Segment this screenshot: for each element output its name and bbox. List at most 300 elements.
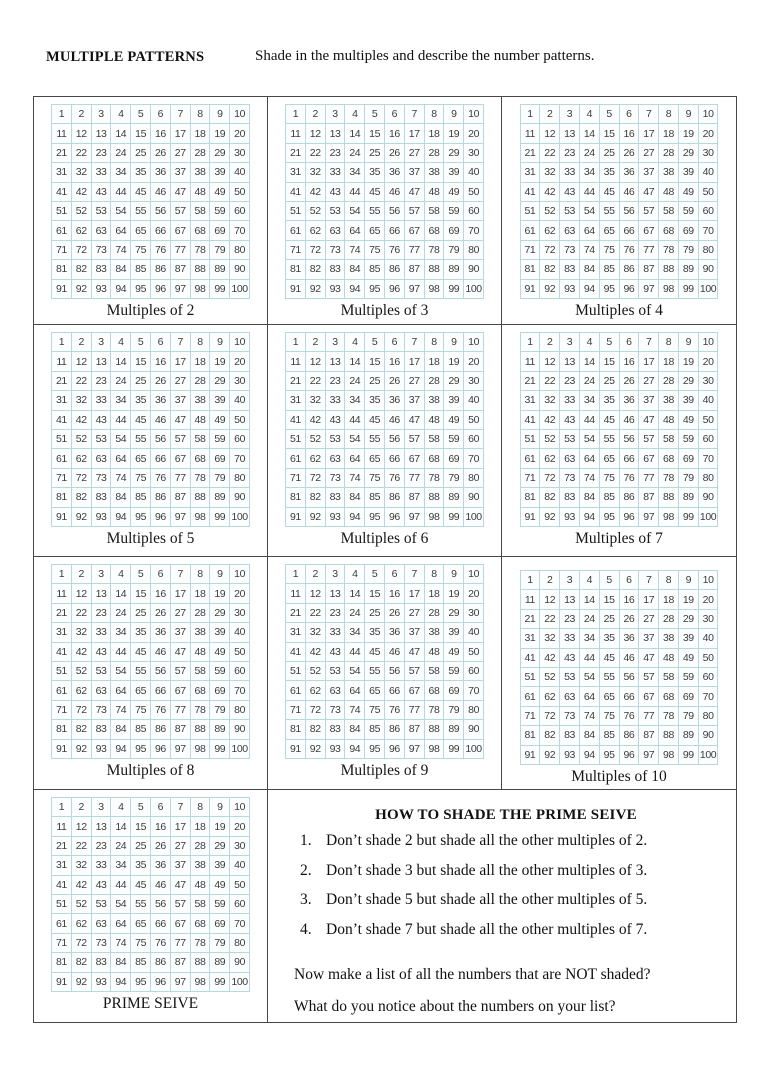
grid-cell: 59 bbox=[444, 202, 464, 221]
grid-cell: 7 bbox=[171, 565, 191, 584]
grid-cell: 6 bbox=[620, 333, 640, 352]
grid-cell: 99 bbox=[210, 740, 230, 759]
grid-cell: 97 bbox=[639, 746, 659, 765]
grid-cell: 44 bbox=[345, 643, 365, 662]
grid-cell: 33 bbox=[92, 163, 112, 182]
grid-cell: 10 bbox=[464, 565, 484, 584]
panel-label: Multiples of 9 bbox=[340, 761, 429, 779]
grid-cell: 36 bbox=[385, 623, 405, 642]
grid-cell: 93 bbox=[560, 746, 580, 765]
grid-cell: 3 bbox=[92, 565, 112, 584]
grid-cell: 17 bbox=[639, 590, 659, 609]
grid-cell: 57 bbox=[171, 662, 191, 681]
hundred-grid bbox=[285, 104, 484, 299]
grid-cell: 35 bbox=[600, 391, 620, 410]
grid-cell: 70 bbox=[464, 681, 484, 700]
grid-cell: 56 bbox=[620, 202, 640, 221]
grid-cell: 38 bbox=[191, 623, 211, 642]
grid-cell: 45 bbox=[365, 643, 385, 662]
grid-cell: 59 bbox=[679, 430, 699, 449]
grid-cell: 87 bbox=[171, 720, 191, 739]
grid-cell: 76 bbox=[620, 469, 640, 488]
grid-cell: 70 bbox=[699, 221, 719, 240]
page-title: MULTIPLE PATTERNS bbox=[46, 49, 205, 65]
panels-table bbox=[33, 96, 737, 1023]
grid-cell: 91 bbox=[521, 280, 541, 299]
grid-cell: 40 bbox=[230, 856, 250, 875]
grid-cell: 38 bbox=[425, 623, 445, 642]
grid-cell: 12 bbox=[72, 124, 92, 143]
grid-cell: 50 bbox=[699, 411, 719, 430]
grid-cell: 66 bbox=[620, 687, 640, 706]
grid-cell: 23 bbox=[326, 144, 346, 163]
grid-cell: 77 bbox=[405, 469, 425, 488]
grid-cell: 79 bbox=[679, 241, 699, 260]
grid-cell: 31 bbox=[521, 629, 541, 648]
grid-cell: 5 bbox=[600, 333, 620, 352]
grid-cell: 13 bbox=[326, 124, 346, 143]
grid-cell: 32 bbox=[72, 391, 92, 410]
grid-cell: 53 bbox=[92, 662, 112, 681]
grid-cell: 33 bbox=[92, 391, 112, 410]
grid-cell: 22 bbox=[72, 372, 92, 391]
grid-cell: 67 bbox=[639, 449, 659, 468]
grid-cell: 4 bbox=[111, 105, 131, 124]
grid-cell: 73 bbox=[560, 469, 580, 488]
grid-cell: 20 bbox=[699, 124, 719, 143]
grid-cell: 2 bbox=[540, 105, 560, 124]
grid-cell: 88 bbox=[659, 488, 679, 507]
step-text: Don’t shade 3 but shade all the other multiples of 3. bbox=[326, 861, 648, 879]
grid-cell: 11 bbox=[286, 124, 306, 143]
grid-cell: 36 bbox=[151, 623, 171, 642]
grid-cell: 50 bbox=[230, 411, 250, 430]
instruction-step bbox=[300, 832, 712, 850]
grid-cell: 32 bbox=[306, 163, 326, 182]
grid-cell: 25 bbox=[365, 372, 385, 391]
grid-cell: 43 bbox=[560, 411, 580, 430]
grid-cell: 79 bbox=[444, 469, 464, 488]
grid-cell: 30 bbox=[699, 372, 719, 391]
grid-cell: 16 bbox=[385, 124, 405, 143]
grid-cell: 81 bbox=[52, 953, 72, 972]
grid-cell: 3 bbox=[92, 798, 112, 817]
panel-label: Multiples of 8 bbox=[106, 761, 195, 779]
grid-cell: 12 bbox=[306, 124, 326, 143]
grid-cell: 9 bbox=[679, 105, 699, 124]
grid-cell: 49 bbox=[679, 411, 699, 430]
grid-cell: 17 bbox=[171, 817, 191, 836]
grid-cell: 90 bbox=[699, 488, 719, 507]
grid-cell: 83 bbox=[326, 260, 346, 279]
grid-cell: 77 bbox=[639, 469, 659, 488]
grid-cell: 17 bbox=[171, 124, 191, 143]
instruction-step bbox=[300, 891, 712, 909]
grid-cell: 21 bbox=[52, 372, 72, 391]
grid-cell: 52 bbox=[306, 430, 326, 449]
grid-cell: 62 bbox=[306, 221, 326, 240]
grid-cell: 95 bbox=[131, 280, 151, 299]
grid-cell: 41 bbox=[52, 411, 72, 430]
grid-cell: 80 bbox=[230, 469, 250, 488]
grid-cell: 15 bbox=[131, 352, 151, 371]
grid-cell: 13 bbox=[326, 352, 346, 371]
grid-cell: 90 bbox=[230, 953, 250, 972]
grid-cell: 74 bbox=[111, 241, 131, 260]
grid-cell: 14 bbox=[111, 124, 131, 143]
grid-cell: 9 bbox=[210, 333, 230, 352]
grid-cell: 59 bbox=[679, 202, 699, 221]
grid-cell: 18 bbox=[659, 590, 679, 609]
grid-cell: 100 bbox=[699, 280, 719, 299]
grid-cell: 23 bbox=[560, 372, 580, 391]
grid-cell: 87 bbox=[405, 488, 425, 507]
grid-cell: 61 bbox=[521, 449, 541, 468]
grid-cell: 41 bbox=[521, 183, 541, 202]
grid-cell: 72 bbox=[306, 469, 326, 488]
grid-cell: 20 bbox=[464, 124, 484, 143]
grid-cell: 89 bbox=[210, 953, 230, 972]
grid-cell: 58 bbox=[425, 430, 445, 449]
grid-cell: 81 bbox=[52, 260, 72, 279]
grid-cell: 1 bbox=[521, 105, 541, 124]
grid-cell: 80 bbox=[699, 241, 719, 260]
grid-cell: 100 bbox=[464, 740, 484, 759]
grid-cell: 85 bbox=[131, 720, 151, 739]
grid-cell: 51 bbox=[286, 430, 306, 449]
grid-cell: 14 bbox=[111, 584, 131, 603]
grid-cell: 29 bbox=[210, 144, 230, 163]
grid-cell: 27 bbox=[639, 144, 659, 163]
grid-cell: 19 bbox=[210, 352, 230, 371]
grid-cell: 25 bbox=[131, 837, 151, 856]
grid-cell: 31 bbox=[521, 163, 541, 182]
grid-cell: 44 bbox=[111, 183, 131, 202]
grid-cell: 85 bbox=[131, 488, 151, 507]
grid-cell: 47 bbox=[405, 183, 425, 202]
grid-cell: 35 bbox=[600, 629, 620, 648]
grid-cell: 92 bbox=[540, 280, 560, 299]
grid-cell: 68 bbox=[191, 914, 211, 933]
grid-cell: 1 bbox=[286, 565, 306, 584]
grid-cell: 22 bbox=[306, 144, 326, 163]
grid-cell: 97 bbox=[405, 280, 425, 299]
grid-cell: 20 bbox=[230, 352, 250, 371]
grid-cell: 76 bbox=[151, 469, 171, 488]
grid-cell: 84 bbox=[345, 260, 365, 279]
grid-cell: 84 bbox=[111, 488, 131, 507]
grid-cell: 56 bbox=[620, 430, 640, 449]
grid-cell: 9 bbox=[210, 565, 230, 584]
grid-cell: 87 bbox=[171, 953, 191, 972]
grid-cell: 75 bbox=[365, 241, 385, 260]
grid-cell: 28 bbox=[659, 144, 679, 163]
grid-cell: 43 bbox=[560, 183, 580, 202]
grid-cell: 1 bbox=[52, 105, 72, 124]
grid-cell: 58 bbox=[191, 430, 211, 449]
grid-cell: 71 bbox=[286, 241, 306, 260]
grid-cell: 96 bbox=[385, 740, 405, 759]
grid-cell: 72 bbox=[72, 469, 92, 488]
grid-cell: 57 bbox=[405, 202, 425, 221]
grid-cell: 83 bbox=[92, 260, 112, 279]
grid-cell: 10 bbox=[230, 565, 250, 584]
grid-cell: 46 bbox=[151, 643, 171, 662]
grid-cell: 48 bbox=[191, 876, 211, 895]
grid-cell: 70 bbox=[230, 449, 250, 468]
grid-cell: 38 bbox=[659, 391, 679, 410]
grid-cell: 80 bbox=[230, 934, 250, 953]
grid-cell: 65 bbox=[600, 221, 620, 240]
grid-cell: 12 bbox=[540, 590, 560, 609]
grid-cell: 37 bbox=[639, 163, 659, 182]
grid-cell: 1 bbox=[52, 565, 72, 584]
grid-cell: 88 bbox=[191, 953, 211, 972]
grid-cell: 15 bbox=[131, 124, 151, 143]
grid-cell: 4 bbox=[580, 333, 600, 352]
grid-cell: 44 bbox=[345, 183, 365, 202]
grid-cell: 92 bbox=[72, 508, 92, 527]
grid-cell: 4 bbox=[345, 105, 365, 124]
grid-cell: 92 bbox=[72, 280, 92, 299]
grid-cell: 68 bbox=[425, 449, 445, 468]
grid-cell: 58 bbox=[659, 202, 679, 221]
grid-cell: 37 bbox=[171, 391, 191, 410]
grid-cell: 33 bbox=[92, 623, 112, 642]
grid-cell: 29 bbox=[210, 372, 230, 391]
grid-cell: 65 bbox=[365, 449, 385, 468]
grid-cell: 40 bbox=[230, 391, 250, 410]
grid-cell: 15 bbox=[131, 817, 151, 836]
grid-cell: 56 bbox=[385, 430, 405, 449]
grid-cell: 12 bbox=[540, 352, 560, 371]
grid-cell: 48 bbox=[659, 411, 679, 430]
grid-cell: 67 bbox=[639, 687, 659, 706]
grid-cell: 100 bbox=[230, 740, 250, 759]
grid-cell: 55 bbox=[600, 202, 620, 221]
grid-cell: 81 bbox=[52, 488, 72, 507]
panel-label: Multiples of 10 bbox=[571, 767, 667, 785]
grid-cell: 46 bbox=[151, 876, 171, 895]
grid-cell: 18 bbox=[191, 817, 211, 836]
grid-cell: 8 bbox=[191, 105, 211, 124]
grid-cell: 40 bbox=[699, 629, 719, 648]
grid-cell: 74 bbox=[580, 707, 600, 726]
grid-cell: 81 bbox=[52, 720, 72, 739]
grid-cell: 100 bbox=[230, 280, 250, 299]
grid-cell: 27 bbox=[405, 144, 425, 163]
grid-cell: 39 bbox=[444, 623, 464, 642]
grid-cell: 9 bbox=[444, 333, 464, 352]
grid-cell: 32 bbox=[306, 391, 326, 410]
grid-cell: 72 bbox=[72, 701, 92, 720]
grid-cell: 82 bbox=[540, 488, 560, 507]
grid-cell: 27 bbox=[171, 372, 191, 391]
step-number: 3. bbox=[300, 891, 312, 908]
grid-cell: 65 bbox=[600, 449, 620, 468]
grid-cell: 60 bbox=[699, 430, 719, 449]
grid-cell: 64 bbox=[111, 449, 131, 468]
grid-cell: 35 bbox=[131, 391, 151, 410]
grid-cell: 83 bbox=[560, 488, 580, 507]
grid-cell: 23 bbox=[92, 372, 112, 391]
grid-cell: 54 bbox=[580, 430, 600, 449]
grid-cell: 34 bbox=[111, 623, 131, 642]
grid-cell: 47 bbox=[171, 876, 191, 895]
grid-cell: 50 bbox=[230, 183, 250, 202]
grid-cell: 35 bbox=[131, 163, 151, 182]
grid-cell: 30 bbox=[230, 144, 250, 163]
grid-cell: 86 bbox=[620, 260, 640, 279]
grid-cell: 18 bbox=[191, 124, 211, 143]
grid-cell: 79 bbox=[210, 241, 230, 260]
panel-label: Multiples of 5 bbox=[106, 529, 195, 547]
grid-cell: 56 bbox=[151, 430, 171, 449]
grid-cell: 64 bbox=[580, 449, 600, 468]
grid-cell: 15 bbox=[131, 584, 151, 603]
grid-cell: 72 bbox=[72, 241, 92, 260]
grid-cell: 60 bbox=[230, 430, 250, 449]
grid-cell: 52 bbox=[306, 662, 326, 681]
grid-cell: 66 bbox=[620, 449, 640, 468]
grid-cell: 84 bbox=[111, 953, 131, 972]
worksheet-header bbox=[46, 48, 736, 66]
grid-cell: 37 bbox=[171, 856, 191, 875]
grid-cell: 24 bbox=[580, 610, 600, 629]
grid-cell: 41 bbox=[521, 411, 541, 430]
grid-cell: 11 bbox=[52, 352, 72, 371]
grid-cell: 88 bbox=[191, 720, 211, 739]
grid-cell: 95 bbox=[131, 973, 151, 992]
grid-cell: 29 bbox=[679, 610, 699, 629]
grid-cell: 39 bbox=[679, 391, 699, 410]
grid-cell: 11 bbox=[52, 817, 72, 836]
grid-cell: 45 bbox=[365, 411, 385, 430]
grid-cell: 40 bbox=[464, 391, 484, 410]
grid-cell: 98 bbox=[425, 508, 445, 527]
grid-cell: 24 bbox=[111, 837, 131, 856]
grid-cell: 52 bbox=[72, 430, 92, 449]
grid-cell: 62 bbox=[72, 681, 92, 700]
grid-cell: 79 bbox=[444, 701, 464, 720]
grid-cell: 7 bbox=[405, 333, 425, 352]
grid-cell: 43 bbox=[92, 183, 112, 202]
grid-cell: 81 bbox=[521, 260, 541, 279]
grid-cell: 67 bbox=[171, 221, 191, 240]
grid-cell: 50 bbox=[230, 643, 250, 662]
grid-cell: 23 bbox=[560, 144, 580, 163]
grid-cell: 56 bbox=[385, 662, 405, 681]
grid-cell: 14 bbox=[580, 352, 600, 371]
grid-cell: 67 bbox=[405, 221, 425, 240]
grid-cell: 96 bbox=[151, 508, 171, 527]
grid-cell: 15 bbox=[365, 124, 385, 143]
grid-cell: 96 bbox=[385, 508, 405, 527]
grid-cell: 45 bbox=[131, 876, 151, 895]
grid-cell: 98 bbox=[191, 973, 211, 992]
grid-cell: 12 bbox=[72, 352, 92, 371]
grid-cell: 35 bbox=[131, 856, 151, 875]
grid-cell: 22 bbox=[540, 144, 560, 163]
grid-cell: 32 bbox=[72, 856, 92, 875]
grid-cell: 94 bbox=[111, 973, 131, 992]
grid-cell: 75 bbox=[365, 469, 385, 488]
grid-cell: 25 bbox=[131, 144, 151, 163]
grid-cell: 20 bbox=[230, 584, 250, 603]
grid-cell: 16 bbox=[620, 352, 640, 371]
grid-cell: 7 bbox=[639, 571, 659, 590]
grid-cell: 26 bbox=[385, 144, 405, 163]
grid-cell: 53 bbox=[92, 430, 112, 449]
panel-label: Multiples of 4 bbox=[575, 301, 663, 319]
grid-cell: 87 bbox=[639, 488, 659, 507]
grid-cell: 46 bbox=[385, 183, 405, 202]
grid-cell: 23 bbox=[92, 604, 112, 623]
grid-cell: 62 bbox=[306, 449, 326, 468]
grid-cell: 50 bbox=[464, 643, 484, 662]
grid-cell: 56 bbox=[151, 202, 171, 221]
grid-cell: 12 bbox=[72, 817, 92, 836]
panel-prime-seive bbox=[34, 790, 268, 1022]
grid-cell: 87 bbox=[405, 720, 425, 739]
grid-cell: 2 bbox=[540, 333, 560, 352]
grid-cell: 33 bbox=[92, 856, 112, 875]
grid-cell: 57 bbox=[171, 202, 191, 221]
grid-cell: 66 bbox=[620, 221, 640, 240]
grid-cell: 52 bbox=[72, 895, 92, 914]
panel-label: Multiples of 3 bbox=[340, 301, 429, 319]
grid-cell: 39 bbox=[444, 163, 464, 182]
grid-cell: 76 bbox=[385, 469, 405, 488]
grid-cell: 1 bbox=[52, 333, 72, 352]
grid-cell: 13 bbox=[92, 352, 112, 371]
grid-cell: 63 bbox=[92, 221, 112, 240]
grid-cell: 88 bbox=[659, 260, 679, 279]
grid-cell: 95 bbox=[131, 508, 151, 527]
grid-cell: 41 bbox=[286, 411, 306, 430]
panel-multiples-9 bbox=[268, 557, 502, 790]
hundred-grid bbox=[520, 570, 719, 765]
grid-cell: 94 bbox=[345, 740, 365, 759]
grid-cell: 11 bbox=[52, 124, 72, 143]
grid-cell: 48 bbox=[191, 643, 211, 662]
grid-cell: 86 bbox=[151, 720, 171, 739]
grid-cell: 55 bbox=[131, 430, 151, 449]
grid-cell: 73 bbox=[92, 934, 112, 953]
grid-cell: 75 bbox=[131, 241, 151, 260]
grid-cell: 78 bbox=[659, 241, 679, 260]
grid-cell: 19 bbox=[210, 817, 230, 836]
grid-cell: 40 bbox=[699, 163, 719, 182]
grid-cell: 4 bbox=[345, 333, 365, 352]
grid-cell: 14 bbox=[111, 817, 131, 836]
grid-cell: 70 bbox=[230, 221, 250, 240]
grid-cell: 41 bbox=[52, 183, 72, 202]
grid-cell: 93 bbox=[326, 508, 346, 527]
hundred-grid bbox=[520, 104, 719, 299]
grid-cell: 44 bbox=[580, 649, 600, 668]
panel-multiples-10 bbox=[502, 557, 736, 790]
grid-cell: 44 bbox=[580, 411, 600, 430]
grid-cell: 83 bbox=[92, 953, 112, 972]
grid-cell: 43 bbox=[92, 411, 112, 430]
grid-cell: 24 bbox=[580, 144, 600, 163]
grid-cell: 99 bbox=[210, 508, 230, 527]
grid-cell: 26 bbox=[385, 372, 405, 391]
grid-cell: 4 bbox=[580, 105, 600, 124]
grid-cell: 69 bbox=[444, 681, 464, 700]
grid-cell: 51 bbox=[521, 202, 541, 221]
